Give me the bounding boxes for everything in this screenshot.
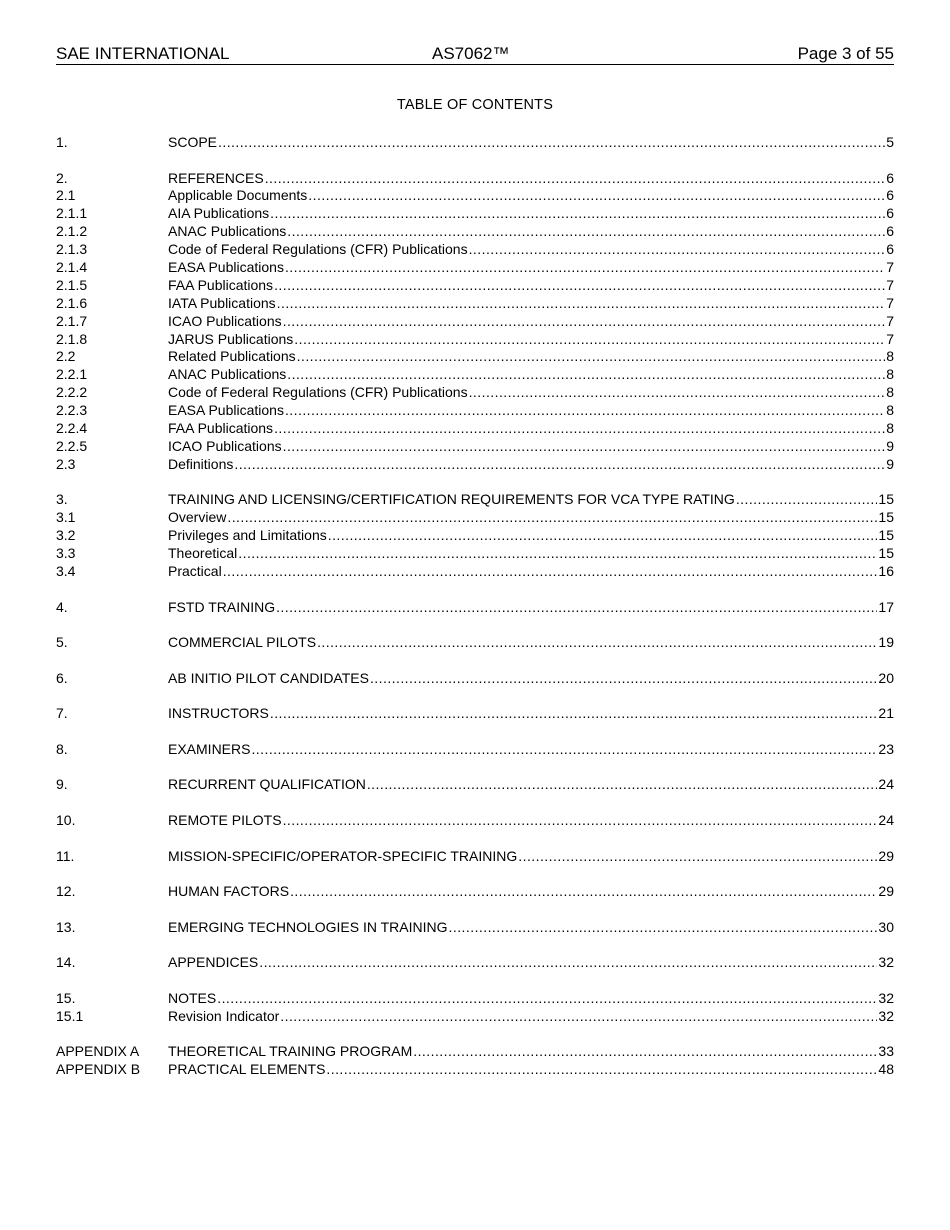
toc-entry-title: Practical xyxy=(168,562,222,579)
toc-dot-leader xyxy=(518,848,877,866)
toc-dot-leader xyxy=(276,599,877,617)
toc-entry xyxy=(56,1008,894,1026)
toc-entry-page: 8 xyxy=(886,366,894,383)
toc-entry-page: 15 xyxy=(878,545,894,562)
toc-entry-title: FAA Publications xyxy=(168,420,274,437)
toc-entry-number: 15. xyxy=(56,989,76,1006)
toc-entry-title: FSTD TRAINING xyxy=(168,598,276,615)
toc-entry xyxy=(56,812,894,830)
toc-entry-page: 6 xyxy=(886,205,894,222)
toc-dot-leader xyxy=(367,776,878,794)
toc-entry-number: 15.1 xyxy=(56,1007,84,1024)
toc-entry-number: 2.2.2 xyxy=(56,384,88,401)
toc-entry-title: Theoretical xyxy=(168,545,238,562)
toc-dot-leader xyxy=(227,509,877,527)
toc-entry-number: 4. xyxy=(56,598,68,615)
toc-entry-number: 7. xyxy=(56,705,68,722)
toc-entry-number: 1. xyxy=(56,134,68,150)
toc-entry-page: 8 xyxy=(886,348,894,365)
toc-dot-leader xyxy=(469,241,886,259)
toc-dot-leader xyxy=(413,1043,877,1061)
toc-entry-page: 15 xyxy=(878,527,894,544)
toc-entry-number: 11. xyxy=(56,847,75,864)
toc-dot-leader xyxy=(251,741,877,759)
toc-entry-title: Revision Indicator xyxy=(168,1007,280,1024)
toc-entry-title: IATA Publications xyxy=(168,294,276,311)
toc-entry xyxy=(56,848,894,866)
toc-dot-leader xyxy=(274,277,885,295)
toc-entry-number: APPENDIX B xyxy=(56,1061,141,1078)
toc-entry xyxy=(56,491,894,509)
toc-dot-leader xyxy=(285,402,885,420)
toc-dot-leader xyxy=(308,187,885,205)
toc-entry-number: 3.3 xyxy=(56,545,76,562)
toc-entry xyxy=(56,170,894,188)
toc-entry xyxy=(56,420,894,438)
toc-entry xyxy=(56,241,894,259)
toc-entry-page: 33 xyxy=(878,1043,894,1060)
toc-entry-title: EASA Publications xyxy=(168,402,284,419)
toc-dot-leader xyxy=(317,634,877,652)
toc-entry-title: Related Publications xyxy=(168,348,296,365)
toc-dot-leader xyxy=(218,134,885,152)
header-document-id: AS7062™ xyxy=(432,44,510,63)
toc-entry-number: 2.1 xyxy=(56,187,76,204)
toc-entry-page: 9 xyxy=(886,455,894,472)
toc-entry-number: 2.1.3 xyxy=(56,241,88,258)
toc-entry xyxy=(56,259,894,277)
toc-entry-title: HUMAN FACTORS xyxy=(168,883,290,900)
toc-entry-title: FAA Publications xyxy=(168,276,274,293)
toc-dot-leader xyxy=(297,348,886,366)
toc-entry xyxy=(56,348,894,366)
toc-entry xyxy=(56,402,894,420)
toc-entry-number: 3.2 xyxy=(56,527,76,544)
toc-dot-leader xyxy=(370,670,877,688)
toc-entry-page: 7 xyxy=(886,276,894,293)
toc-entry-page: 32 xyxy=(878,989,894,1006)
toc-dot-leader xyxy=(736,491,878,509)
toc-entry xyxy=(56,313,894,331)
toc-dot-leader xyxy=(277,295,886,313)
toc-entry-number: 2.2.5 xyxy=(56,437,88,454)
toc-entry-page: 32 xyxy=(878,1007,894,1024)
toc-entry xyxy=(56,384,894,402)
toc-entry-page: 29 xyxy=(878,847,894,864)
toc-entry-title: NOTES xyxy=(168,989,217,1006)
toc-entry xyxy=(56,545,894,563)
toc-entry-page: 15 xyxy=(878,491,894,508)
toc-entry xyxy=(56,776,894,794)
toc-entry-title: COMMERCIAL PILOTS xyxy=(168,634,317,651)
toc-entry-title: Code of Federal Regulations (CFR) Publications xyxy=(168,384,468,401)
toc-entry xyxy=(56,134,894,152)
toc-entry-page: 8 xyxy=(886,420,894,437)
toc-entry xyxy=(56,205,894,223)
toc-entry-title: Applicable Documents xyxy=(168,187,308,204)
toc-entry-title: EASA Publications xyxy=(168,259,284,276)
toc-entry xyxy=(56,883,894,901)
toc-entry-page: 7 xyxy=(886,259,894,276)
toc-entry-page: 7 xyxy=(886,312,894,329)
toc-entry-title: EXAMINERS xyxy=(168,740,251,757)
toc-entry-page: 8 xyxy=(886,402,894,419)
toc-dot-leader xyxy=(283,313,886,331)
toc-entry-number: 2.2.1 xyxy=(56,366,88,383)
toc-entry-page: 19 xyxy=(878,634,894,651)
header-organization: SAE INTERNATIONAL xyxy=(56,44,230,63)
toc-dot-leader xyxy=(270,705,878,723)
toc-dot-leader xyxy=(290,883,877,901)
toc-entry-page: 6 xyxy=(886,223,894,240)
toc-entry-page: 9 xyxy=(886,437,894,454)
toc-entry xyxy=(56,599,894,617)
toc-entry xyxy=(56,438,894,456)
toc-entry-page: 8 xyxy=(886,384,894,401)
toc-entry xyxy=(56,741,894,759)
toc-entry-number: 3. xyxy=(56,491,68,508)
toc-entry-title: THEORETICAL TRAINING PROGRAM xyxy=(168,1043,413,1060)
toc-entry-title: PRACTICAL ELEMENTS xyxy=(168,1061,326,1078)
toc-entry xyxy=(56,1043,894,1061)
toc-dot-leader xyxy=(326,1061,877,1079)
toc-entry xyxy=(56,331,894,349)
toc-dot-leader xyxy=(283,812,878,830)
toc-heading: TABLE OF CONTENTS xyxy=(396,97,554,113)
toc-entry xyxy=(56,295,894,313)
toc-entry-title: ICAO Publications xyxy=(168,437,282,454)
toc-dot-leader xyxy=(469,384,886,402)
toc-entry-number: 6. xyxy=(56,669,68,686)
toc-entry xyxy=(56,187,894,205)
toc-entry-number: 10. xyxy=(56,812,76,829)
toc-dot-leader xyxy=(287,223,885,241)
toc-entry xyxy=(56,277,894,295)
toc-entry-number: 13. xyxy=(56,918,76,935)
toc-dot-leader xyxy=(283,438,886,456)
toc-entry-page: 6 xyxy=(886,241,894,258)
toc-entry xyxy=(56,705,894,723)
toc-dot-leader xyxy=(449,919,878,937)
page-header xyxy=(56,44,894,65)
toc-entry-number: 2.1.6 xyxy=(56,294,88,311)
toc-entry-page: 5 xyxy=(886,134,894,150)
toc-entry-title: ICAO Publications xyxy=(168,312,282,329)
toc-entry-title: APPENDICES xyxy=(168,954,259,971)
toc-entry-page: 24 xyxy=(878,812,894,829)
toc-dot-leader xyxy=(274,420,885,438)
toc-dot-leader xyxy=(285,259,885,277)
toc-entry-number: 2.2.4 xyxy=(56,420,88,437)
toc-entry-number: 12. xyxy=(56,883,76,900)
toc-dot-leader xyxy=(265,170,886,188)
toc-entry-title: INSTRUCTORS xyxy=(168,705,269,722)
toc-entry-page: 24 xyxy=(878,776,894,793)
toc-entry xyxy=(56,563,894,581)
toc-entry xyxy=(56,509,894,527)
toc-entry-number: 2.1.2 xyxy=(56,223,88,240)
toc-entry-title: REMOTE PILOTS xyxy=(168,812,282,829)
toc-entry xyxy=(56,670,894,688)
toc-entry-page: 21 xyxy=(878,705,894,722)
toc-entry-number: 14. xyxy=(56,954,76,971)
toc-dot-leader xyxy=(294,331,885,349)
toc-entry-number: 2. xyxy=(56,169,68,186)
toc-entry-number: 3.4 xyxy=(56,562,76,579)
toc-entry-page: 30 xyxy=(878,918,894,935)
toc-entry xyxy=(56,1061,894,1079)
toc-entry-title: AB INITIO PILOT CANDIDATES xyxy=(168,669,369,686)
toc-entry-page: 6 xyxy=(886,187,894,204)
toc-entry-title: Overview xyxy=(168,509,227,526)
toc-entry-number: 2.1.8 xyxy=(56,330,88,347)
toc-entry-title: Privileges and Limitations xyxy=(168,527,327,544)
toc-entry-title: Definitions xyxy=(168,455,234,472)
toc-entry-title: ANAC Publications xyxy=(168,366,287,383)
toc-dot-leader xyxy=(223,563,878,581)
toc-entry-page: 20 xyxy=(878,669,894,686)
toc-entry-number: 9. xyxy=(56,776,68,793)
toc-entry-title: Code of Federal Regulations (CFR) Publications xyxy=(168,241,468,258)
toc-entry-title: ANAC Publications xyxy=(168,223,287,240)
toc-entry-number: 2.1.5 xyxy=(56,276,88,293)
toc-entry-number: APPENDIX A xyxy=(56,1043,140,1060)
toc-entry xyxy=(56,527,894,545)
toc-dot-leader xyxy=(238,545,877,563)
toc-entry-page: 7 xyxy=(886,330,894,347)
toc-dot-leader xyxy=(287,366,885,384)
toc-entry-number: 3.1 xyxy=(56,509,76,526)
header-page-number: Page 3 of 55 xyxy=(797,44,894,63)
toc-dot-leader xyxy=(234,456,885,474)
toc-entry xyxy=(56,919,894,937)
toc-entry xyxy=(56,634,894,652)
toc-entry xyxy=(56,954,894,972)
toc-entry-title: TRAINING AND LICENSING/CERTIFICATION REQUIREMENTS FOR VCA TYPE RATING xyxy=(168,491,735,508)
toc-entry-number: 2.2 xyxy=(56,348,76,365)
toc-entry-page: 16 xyxy=(878,562,894,579)
toc-entry-number: 8. xyxy=(56,740,68,757)
toc-entry-page: 29 xyxy=(878,883,894,900)
toc-entry-title: RECURRENT QUALIFICATION xyxy=(168,776,366,793)
toc-entry-page: 32 xyxy=(878,954,894,971)
table-of-contents xyxy=(56,134,894,1079)
toc-entry-number: 5. xyxy=(56,634,68,651)
toc-entry-page: 48 xyxy=(878,1061,894,1078)
toc-dot-leader xyxy=(270,205,885,223)
toc-dot-leader xyxy=(217,990,877,1008)
toc-entry xyxy=(56,366,894,384)
toc-entry-title: MISSION-SPECIFIC/OPERATOR-SPECIFIC TRAINING xyxy=(168,847,518,864)
toc-entry xyxy=(56,990,894,1008)
toc-entry-title: JARUS Publications xyxy=(168,330,294,347)
toc-entry-number: 2.1.1 xyxy=(56,205,88,222)
toc-dot-leader xyxy=(328,527,878,545)
toc-entry-title: REFERENCES xyxy=(168,169,264,186)
toc-entry-page: 7 xyxy=(886,294,894,311)
toc-entry-number: 2.1.4 xyxy=(56,259,88,276)
toc-entry-number: 2.2.3 xyxy=(56,402,88,419)
toc-entry xyxy=(56,223,894,241)
toc-entry-number: 2.1.7 xyxy=(56,312,88,329)
toc-entry-page: 15 xyxy=(878,509,894,526)
toc-entry-title: SCOPE xyxy=(168,134,218,150)
toc-entry-number: 2.3 xyxy=(56,455,76,472)
toc-dot-leader xyxy=(259,954,877,972)
toc-entry-page: 17 xyxy=(878,598,894,615)
toc-dot-leader xyxy=(280,1008,877,1026)
toc-entry xyxy=(56,456,894,474)
toc-entry-title: EMERGING TECHNOLOGIES IN TRAINING xyxy=(168,918,448,935)
toc-entry-page: 23 xyxy=(878,740,894,757)
toc-entry-page: 6 xyxy=(886,169,894,186)
toc-entry-title: AIA Publications xyxy=(168,205,270,222)
